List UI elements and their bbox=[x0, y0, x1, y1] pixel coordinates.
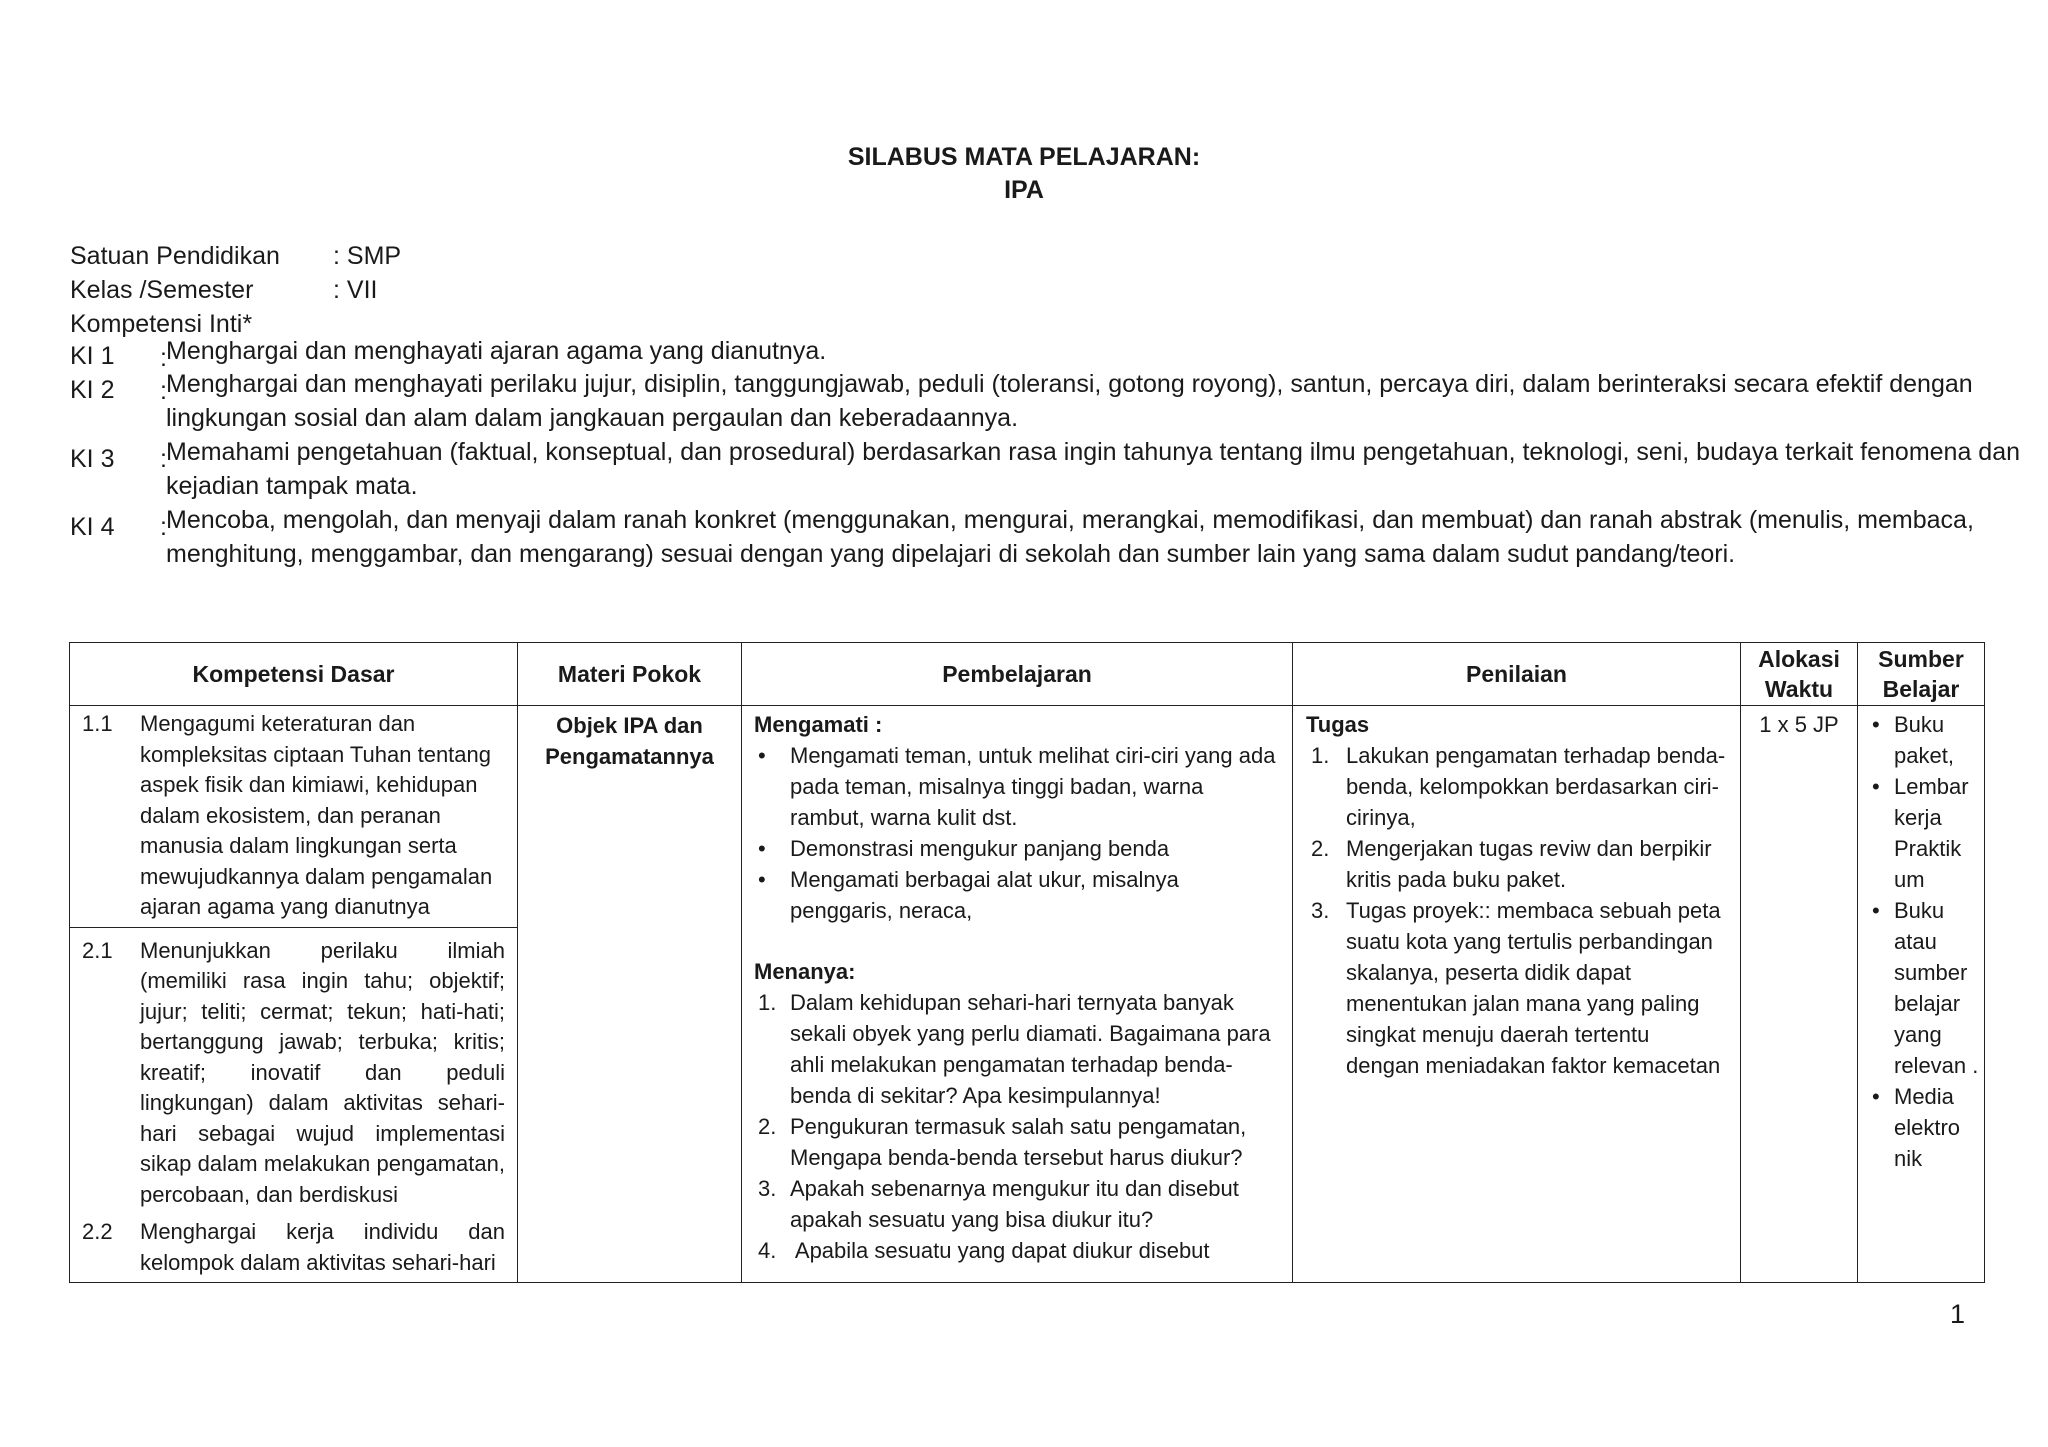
kd-item bbox=[70, 928, 517, 1215]
list-number: 4. bbox=[758, 1238, 777, 1263]
list-item bbox=[754, 864, 1280, 926]
kompetensi-label: Kompetensi Inti* bbox=[70, 310, 253, 338]
sumber-text: Buku atau sumber belajar yang relevan . bbox=[1894, 898, 1979, 1078]
list-number: 1. bbox=[758, 990, 777, 1015]
bullet-icon: • bbox=[1872, 1084, 1880, 1109]
alokasi-cell bbox=[1741, 706, 1858, 1283]
list-item bbox=[754, 833, 1280, 864]
kd-text: Menunjukkan perilaku ilmiah (memiliki rasa ingin tahu; objektif; jujur; teliti; cermat; tekun; hati-hati; bertanggung jawab; terbuka; kritis; kreatif; inovatif dan peduli lingkungan) dalam aktivitas sehari-hari sebagai wujud implementasi sikap dalam melakukan pengamatan, percobaan, dan berdiskusi bbox=[140, 937, 505, 1207]
ki-text: Memahami pengetahuan (faktual, konseptual, dan prosedural) berdasarkan rasa ingin tahunya tentang ilmu pengetahuan, teknologi, seni, budaya terkait fenomena dan kejadian tampak mata. bbox=[166, 438, 2021, 500]
menanya-text: Dalam kehidupan sehari-hari ternyata banyak sekali obyek yang perlu diamati. Bagaimana para ahli melakukan pengamatan terhadap benda-benda di sekitar? Apa kesimpulannya! bbox=[790, 990, 1271, 1108]
menanya-text: Apabila sesuatu yang dapat diukur disebut bbox=[790, 1238, 1210, 1263]
header-pembelajaran: Pembelajaran bbox=[742, 643, 1293, 706]
header-alokasi-waktu: Alokasi Waktu bbox=[1741, 643, 1858, 706]
list-item bbox=[1872, 771, 1980, 895]
bullet-icon: • bbox=[758, 743, 766, 768]
kelas-value: : VII bbox=[333, 276, 378, 304]
list-number: 2. bbox=[758, 1114, 777, 1139]
materi-cell bbox=[518, 706, 742, 1283]
list-item bbox=[1872, 1081, 1980, 1174]
tugas-text: Lakukan pengamatan terhadap benda-benda, kelompokkan berdasarkan ciri-cirinya, bbox=[1346, 743, 1726, 830]
table-row bbox=[70, 706, 1985, 1283]
materi-line-2: Pengamatannya bbox=[545, 744, 714, 769]
list-item bbox=[754, 1235, 1280, 1266]
kd-number: 2.1 bbox=[82, 937, 113, 963]
page-number: 1 bbox=[1950, 1299, 1966, 1329]
ki-colon: : bbox=[160, 513, 167, 541]
header-sumber-belajar: Sumber Belajar bbox=[1858, 643, 1985, 706]
ki-text: Mencoba, mengolah, dan menyaji dalam ranah konkret (menggunakan, mengurai, merangkai, memodifikasi, dan membuat) dan ranah abstrak (menulis, membaca, menghitung, menggambar, dan mengarang) sesuai dengan yang dipelajari di sekolah dan sumber lain yang sama dalam sudut pandang/teori. bbox=[166, 506, 1974, 568]
menanya-text: Apakah sebenarnya mengukur itu dan disebut apakah sesuatu yang bisa diukur itu? bbox=[790, 1176, 1239, 1232]
kd-item bbox=[70, 706, 517, 927]
list-item bbox=[1306, 740, 1728, 833]
ki-code: KI 2 bbox=[70, 376, 115, 404]
kd-text: Menghargai kerja individu dan kelompok dalam aktivitas sehari-hari bbox=[140, 1219, 505, 1275]
list-number: 2. bbox=[1311, 836, 1330, 861]
tugas-text: Tugas proyek:: membaca sebuah peta suatu kota yang tertulis perbandingan skalanya, peserta didik dapat menentukan jalan mana yang paling singkat menuju daerah tertentu dengan meniadakan faktor kemacetan bbox=[1346, 898, 1721, 1078]
ki-code: KI 4 bbox=[70, 513, 115, 541]
alokasi-value: 1 x 5 JP bbox=[1759, 712, 1839, 737]
mengamati-text: Demonstrasi mengukur panjang benda bbox=[790, 836, 1170, 861]
bullet-icon: • bbox=[1872, 898, 1880, 923]
pembelajaran-cell bbox=[742, 706, 1293, 1283]
bullet-icon: • bbox=[1872, 712, 1880, 737]
list-item bbox=[754, 1111, 1280, 1173]
header-kompetensi-dasar: Kompetensi Dasar bbox=[70, 643, 518, 706]
kd-item bbox=[70, 1214, 517, 1282]
ki-code: KI 3 bbox=[70, 445, 115, 473]
header-penilaian: Penilaian bbox=[1293, 643, 1741, 706]
list-number: 3. bbox=[758, 1176, 777, 1201]
bullet-icon: • bbox=[758, 836, 766, 861]
satuan-label: Satuan Pendidikan bbox=[70, 242, 280, 270]
list-item bbox=[1306, 833, 1728, 895]
menanya-title: Menanya: bbox=[754, 959, 856, 984]
tugas-text: Mengerjakan tugas reviw dan berpikir kritis pada buku paket. bbox=[1346, 836, 1712, 892]
ki-colon: : bbox=[160, 377, 167, 405]
bullet-icon: • bbox=[758, 867, 766, 892]
sumber-text: Media elektro nik bbox=[1894, 1084, 1961, 1171]
menanya-text: Pengukuran termasuk salah satu pengamatan, Mengapa benda-benda tersebut harus diukur? bbox=[790, 1114, 1247, 1170]
list-number: 1. bbox=[1311, 743, 1330, 768]
list-item bbox=[1872, 895, 1980, 1081]
ki-code: KI 1 bbox=[70, 342, 115, 370]
list-item bbox=[1306, 895, 1728, 1081]
list-item bbox=[754, 1173, 1280, 1235]
ki-text: Menghargai dan menghayati perilaku jujur, disiplin, tanggungjawab, peduli (toleransi, gotong royong), santun, percaya diri, dalam berinteraksi secara efektif dengan lingkungan sosial dan alam dalam jangkauan pergaulan dan keberadaannya. bbox=[166, 370, 1973, 432]
mengamati-text: Mengamati berbagai alat ukur, misalnya penggaris, neraca, bbox=[790, 867, 1179, 923]
ki-colon: : bbox=[160, 445, 167, 473]
sumber-text: Lembar kerja Praktik um bbox=[1894, 774, 1969, 892]
kd-text: Mengagumi keteraturan dan kompleksitas ciptaan Tuhan tentang aspek fisik dan kimiawi, kehidupan dalam ekosistem, dan peranan manusia dalam lingkungan serta mewujudkannya dalam pengamalan ajaran agama yang dianutnya bbox=[140, 711, 493, 919]
list-number: 3. bbox=[1311, 898, 1330, 923]
ki-colon: : bbox=[160, 344, 167, 372]
penilaian-cell bbox=[1293, 706, 1741, 1283]
header-materi-pokok: Materi Pokok bbox=[518, 643, 742, 706]
ki-text: Menghargai dan menghayati ajaran agama yang dianutnya. bbox=[166, 337, 827, 365]
kd-number: 2.2 bbox=[82, 1219, 113, 1244]
sumber-cell bbox=[1858, 706, 1985, 1283]
kd-number: 1.1 bbox=[82, 711, 113, 736]
bullet-icon: • bbox=[1872, 774, 1880, 799]
mengamati-title: Mengamati : bbox=[754, 712, 883, 737]
list-item bbox=[754, 740, 1280, 833]
tugas-title: Tugas bbox=[1306, 712, 1370, 737]
kelas-label: Kelas /Semester bbox=[70, 276, 254, 304]
materi-line-1: Objek IPA dan bbox=[556, 713, 703, 738]
list-item bbox=[754, 987, 1280, 1111]
sumber-text: Buku paket, bbox=[1894, 712, 1954, 768]
list-item bbox=[1872, 709, 1980, 771]
document-title: SILABUS MATA PELAJARAN: bbox=[847, 143, 1201, 171]
mengamati-text: Mengamati teman, untuk melihat ciri-ciri yang ada pada teman, misalnya tinggi badan, warna rambut, warna kulit dst. bbox=[790, 743, 1276, 830]
table-header-row bbox=[70, 643, 1985, 706]
document-subtitle: IPA bbox=[1004, 176, 1044, 204]
syllabus-table bbox=[69, 642, 1985, 1283]
satuan-value: : SMP bbox=[333, 242, 402, 270]
kd-cell bbox=[70, 706, 518, 1283]
